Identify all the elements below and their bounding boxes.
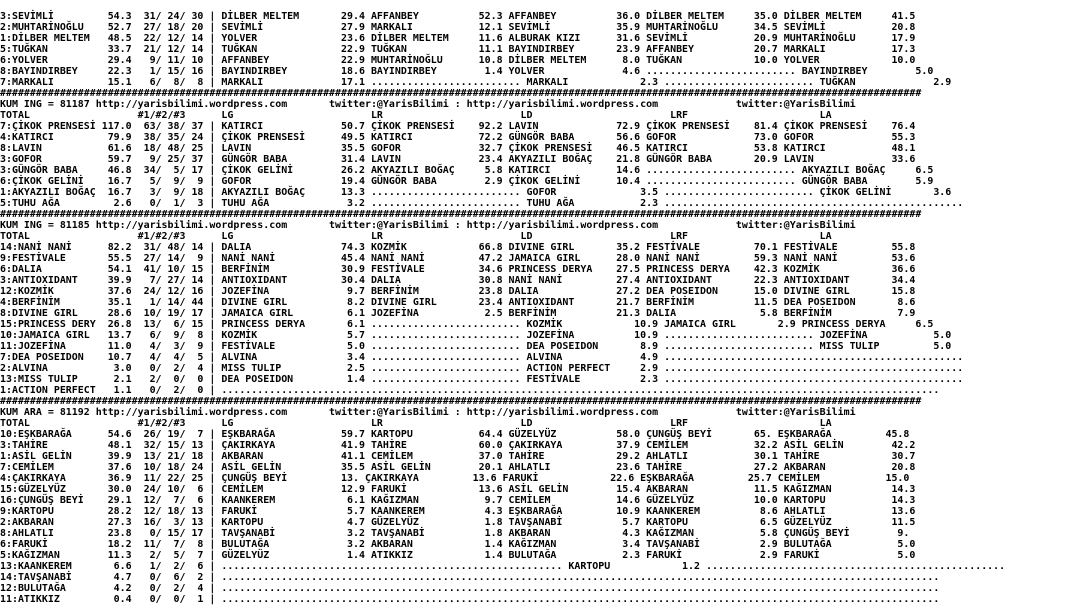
result-row: 8:LAVIN 61.6 18/ 48/ 25 | LAVIN 35.5 GOFOR 32.7 ÇİKOK PRENSESİ 46.5 KATIRCI 53.8 KATIRCI 48.1 [0,143,916,154]
result-row: 7:DEA POSEIDON 10.7 4/ 4/ 5 | ALVINA 3.4 ......................... ALVINA 4.9 .................................................. [0,352,964,363]
result-row: 3:ANTIOXIDANT 39.9 7/ 27/ 14 | ANTIOXIDANT 30.4 DALIA 30.8 NANİ NANİ 27.4 ANTIOXIDANT 22.3 ANTIOXIDANT 34.4 [0,275,916,286]
result-row: 9:FESTİVALE 55.5 27/ 14/ 9 | NANİ NANİ 45.4 NANİ NANİ 47.2 JAMAICA GIRL 28.0 NANİ NANİ 59.3 NANİ NANİ 53.6 [0,253,916,264]
result-row: 4:ÇAKIRKAYA 36.9 11/ 22/ 25 | ÇUNGÜŞ BEYİ 13. ÇAKIRKAYA 13.6 FARUKİ 22.6 EŞKBARAĞA 25.7 CEMİLEM 15.0 [0,473,910,484]
separator-line: ########################################################################################################################################################## [0,396,922,407]
result-row: 1:ASİL GELİN 39.9 13/ 21/ 18 | AKBARAN 41.1 CEMİLEM 37.0 TAHİRE 29.2 AHLATLI 30.1 TAHİRE 30.7 [0,451,916,462]
result-row: 15:GÜZELYÜZ 30.0 24/ 10/ 6 | CEMİLEM 12.9 FARUKİ 13.6 ASİL GELİN 15.4 AKBARAN 11.5 KAĞIZMAN 14.3 [0,484,916,495]
result-row: 8:BAYINDIRBEY 22.3 1/ 15/ 16 | BAYINDIRBEY 18.6 BAYINDIRBEY 1.4 YOLVER 4.6 ......................... BAYINDIRBEY 5.0 [0,66,934,77]
separator-line: ########################################################################################################################################################## [0,209,922,220]
column-header: TOTAL #1/#2/#3 LG LR LD LRF LA [0,110,832,121]
separator-line: ########################################################################################################################################################## [0,88,922,99]
result-row: 10:EŞKBARAĞA 54.6 26/ 19/ 7 | EŞKBARAĞA 59.7 KARTOPU 64.4 GÜZELYÜZ 58.0 ÇUNGÜŞ BEYİ 65. EŞKBARAĞA 45.8 [0,429,910,440]
result-row: 7:CEMİLEM 37.6 10/ 18/ 24 | ASİL GELİN 35.5 ASİL GELİN 20.1 AHLATLI 23.6 TAHİRE 27.2 AKBARAN 20.8 [0,462,916,473]
result-row: 2:MUHTARİNOĞLU 52.7 27/ 18/ 20 | SEVİMLİ 27.9 MARKALI 12.1 SEVİMLİ 35.9 MUHTARİNOĞLU 34.5 SEVİMLİ 20.8 [0,22,916,33]
result-row: 4:KATIRCI 79.9 38/ 35/ 24 | ÇİKOK PRENSESİ 49.5 KATIRCI 72.2 GÜNGÖR BABA 56.6 GOFOR 73.0 GOFOR 55.3 [0,132,916,143]
result-row: 9:KARTOPU 28.2 12/ 18/ 13 | FARUKİ 5.7 KAANKEREM 4.3 EŞKBARAĞA 10.9 KAANKEREM 8.6 AHLATLI 13.6 [0,506,916,517]
result-row: 7:MARKALI 15.1 6/ 8/ 8 | MARKALI 17.1 ......................... MARKALI 2.3 ......................... TUĞKAN 2.9 [0,77,952,88]
column-header: TOTAL #1/#2/#3 LG LR LD LRF LA [0,418,832,429]
result-row: 3:SEVİMLİ 54.3 31/ 24/ 30 | DİLBER MELTEM 29.4 AFFANBEY 52.3 AFFANBEY 36.0 DİLBER MELTEM 35.0 DİLBER MELTEM 41.5 [0,11,916,22]
race-header: KUM ING = 81187 http://yarisbilimi.wordpress.com twitter:@YarisBilimi : http://yarisbilimi.wordpress.com twitter:@YarisBilimi [0,99,856,110]
result-row: 5:KAĞIZMAN 11.3 2/ 5/ 7 | GÜZELYÜZ 1.4 ATIKKIZ 1.4 BULUTAĞA 2.3 FARUKİ 2.9 FARUKİ 5.0 [0,550,916,561]
result-row: 6:DALIA 54.1 41/ 10/ 15 | BERFİNİM 30.9 FESTİVALE 34.6 PRINCESS DERYA 27.5 PRINCESS DERYA 42.3 KOZMİK 36.6 [0,264,916,275]
result-row: 3:TAHİRE 48.1 32/ 15/ 13 | ÇAKIRKAYA 41.9 TAHİRE 60.0 ÇAKIRKAYA 37.9 CEMİLEM 32.2 ASİL GELİN 42.2 [0,440,916,451]
result-row: 6:ÇİKOK GELİNİ 16.7 5/ 9/ 9 | GOFOR 19.4 GÜNGÖR BABA 2.9 ÇİKOK GELİNİ 10.4 ......................... GÜNGÖR BABA 5.9 [0,176,934,187]
result-row: 1:ACTION PERFECT 1.1 0/ 2/ 0 | ........................................................................................................................ [0,385,940,396]
result-row: 10:JAMAICA GIRL 13.7 6/ 9/ 8 | KOZMİK 5.7 ......................... JOZEFİNA 10.9 ......................... JOZEFİNA 5.0 [0,330,952,341]
result-row: 1:AKYAZILI BOĞAÇ 16.7 3/ 9/ 18 | AKYAZILI BOĞAÇ 13.3 ......................... GOFOR 3.5 ......................... ÇİKOK GELİNİ 3.6 [0,187,952,198]
result-row: 16:ÇUNGÜŞ BEYİ 29.1 12/ 7/ 6 | KAANKEREM 6.1 KAĞIZMAN 9.7 CEMİLEM 14.6 GÜZELYÜZ 10.0 KARTOPU 14.3 [0,495,916,506]
result-row: 5:TUĞKAN 33.7 21/ 12/ 14 | TUĞKAN 22.9 TUĞKAN 11.1 BAYINDIRBEY 23.9 AFFANBEY 20.7 MARKALI 17.3 [0,44,916,55]
result-row: 11:JOZEFİNA 11.0 4/ 3/ 9 | FESTİVALE 5.0 ......................... DEA POSEIDON 8.9 ......................... MISS TULIP 5.0 [0,341,952,352]
result-row: 13:MISS TULIP 2.1 2/ 0/ 0 | DEA POSEIDON 1.4 ......................... FESTİVALE 2.3 .................................................. [0,374,964,385]
result-row: 5:TUHU AĞA 2.6 0/ 1/ 3 | TUHU AĞA 3.2 ......................... TUHU AĞA 2.3 .................................................. [0,198,964,209]
result-row: 14:NANİ NANİ 82.2 31/ 48/ 14 | DALIA 74.3 KOZMİK 66.8 DIVINE GIRL 35.2 FESTİVALE 70.1 FESTİVALE 55.8 [0,242,916,253]
result-row: 2:ALVINA 3.0 0/ 2/ 4 | MISS TULIP 2.5 ......................... ACTION PERFECT 2.9 .................................................. [0,363,964,374]
result-row: 12:KOZMİK 37.6 24/ 12/ 16 | JOZEFİNA 9.7 BERFİNİM 23.8 DALIA 27.2 DEA POSEIDON 15.0 DIVINE GIRL 15.8 [0,286,916,297]
race-header: KUM ING = 81185 http://yarisbilimi.wordpress.com twitter:@YarisBilimi : http://yarisbilimi.wordpress.com twitter:@YarisBilimi [0,220,856,231]
result-row: 2:AKBARAN 27.3 16/ 3/ 13 | KARTOPU 4.7 GÜZELYÜZ 1.8 TAVŞANABİ 5.7 KARTOPU 6.5 GÜZELYÜZ 11.5 [0,517,916,528]
result-row: 8:DIVINE GIRL 28.6 10/ 19/ 17 | JAMAICA GIRL 6.1 JOZEFİNA 2.5 BERFİNİM 21.3 DALIA 5.8 BERFİNİM 7.9 [0,308,916,319]
column-header: TOTAL #1/#2/#3 LG LR LD LRF LA [0,231,832,242]
result-row: 15:PRINCESS DERY 26.8 13/ 6/ 15 | PRINCESS DERYA 6.1 ......................... KOZMİK 10.9 JAMAICA GIRL 2.9 PRINCESS DERYA 6.5 [0,319,934,330]
result-row: 3:GÜNGÖR BABA 46.8 34/ 5/ 17 | ÇİKOK GELİNİ 26.2 AKYAZILI BOĞAÇ 5.8 KATIRCI 14.6 ......................... AKYAZILI BOĞAÇ 6.5 [0,165,934,176]
result-row: 14:TAVŞANABİ 4.7 0/ 6/ 2 | ........................................................................................................................ [0,572,940,583]
race-header: KUM ARA = 81192 http://yarisbilimi.wordpress.com twitter:@YarisBilimi : http://yarisbilimi.wordpress.com twitter:@YarisBilimi [0,407,856,418]
result-row: 3:GOFOR 59.7 9/ 25/ 37 | GÜNGÖR BABA 31.4 LAVIN 23.4 AKYAZILI BOĞAÇ 21.8 GÜNGÖR BABA 20.9 LAVIN 33.6 [0,154,916,165]
result-row: 13:KAANKEREM 6.6 1/ 2/ 6 | ......................................................... KARTOPU 1.2 .................................................. [0,561,1006,572]
result-row: 11:ATIKKIZ 0.4 0/ 0/ 1 | ........................................................................................................................ [0,594,940,605]
result-row: 12:BULUTAĞA 4.2 0/ 2/ 4 | ........................................................................................................................ [0,583,940,594]
result-row: 7:ÇİKOK PRENSESİ 117.0 63/ 38/ 37 | KATIRCI 50.7 ÇİKOK PRENSESİ 92.2 LAVIN 72.9 ÇİKOK PRENSESİ 81.4 ÇİKOK PRENSESİ 76.4 [0,121,916,132]
result-row: 8:AHLATLI 23.8 0/ 15/ 17 | TAVŞANABİ 3.2 TAVŞANABİ 1.8 AKBARAN 4.3 KAĞIZMAN 5.8 ÇUNGÜŞ BEYİ 9. [0,528,910,539]
result-row: 4:BERFİNİM 35.1 1/ 14/ 44 | DIVINE GIRL 8.2 DIVINE GIRL 23.4 ANTIOXIDANT 21.7 BERFİNİM 11.5 DEA POSEIDON 8.6 [0,297,916,308]
result-row: 6:FARUKİ 18.2 11/ 7/ 8 | BULUTAĞA 3.2 AKBARAN 1.4 KAĞIZMAN 3.4 TAVŞANABİ 2.9 BULUTAĞA 5.0 [0,539,916,550]
result-row: 6:YOLVER 29.4 9/ 11/ 10 | AFFANBEY 22.9 MUHTARİNOĞLU 10.8 DİLBER MELTEM 8.0 TUĞKAN 10.0 YOLVER 10.0 [0,55,916,66]
result-row: 1:DİLBER MELTEM 48.5 22/ 12/ 14 | YOLVER 23.6 DİLBER MELTEM 11.6 ALBURAK KIZI 31.6 SEVİMLİ 20.9 MUHTARİNOĞLU 17.9 [0,33,916,44]
